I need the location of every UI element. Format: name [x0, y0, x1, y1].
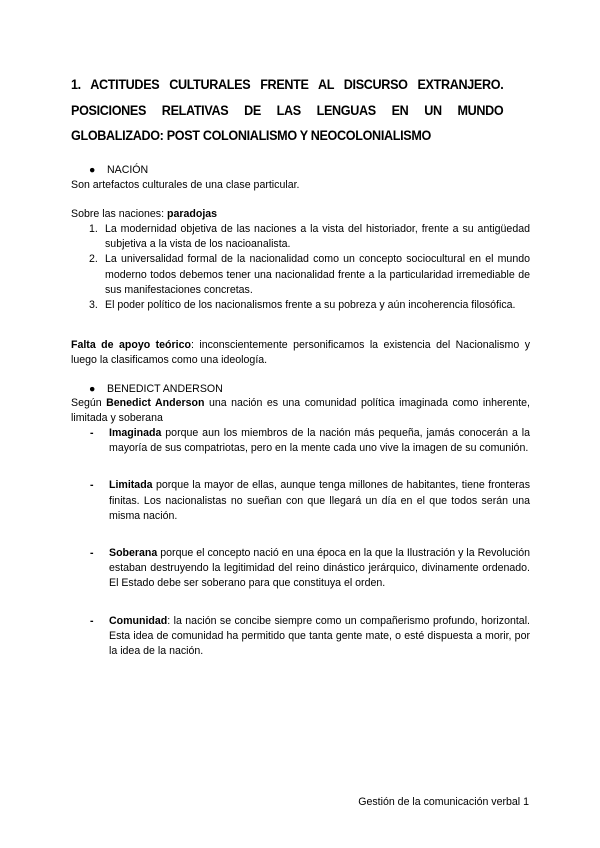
term-label: Imaginada	[109, 427, 162, 439]
anderson-intro	[71, 396, 530, 426]
section-heading-label: BENEDICT ANDERSON	[107, 383, 223, 395]
list-item	[71, 426, 530, 456]
section-heading-anderson	[89, 382, 223, 397]
paradox-intro-bold: paradojas	[167, 208, 218, 220]
term-description: porque la mayor de ellas, aunque tenga millones de habitantes, tiene fronteras finitas. Los nacionalistas no sueñan con que llegará un día en el que todos serán una misma nación.	[109, 479, 530, 522]
term-label: Limitada	[109, 479, 153, 492]
falta-apoyo-term: Falta de apoyo teórico	[71, 339, 191, 351]
paradox-intro-text: Sobre las naciones:	[71, 208, 167, 220]
paradox-intro	[71, 207, 530, 222]
list-item	[71, 614, 530, 660]
nacion-definition: Son artefactos culturales de una clase particular.	[71, 179, 300, 191]
term-description: porque aun los miembros de la nación más pequeña, jamás conocerán a la mayoría de sus compatriotas, pero en la mente cada uno vive la imagen de su comunión.	[109, 427, 530, 455]
falta-apoyo-paragraph	[71, 338, 530, 368]
falta-apoyo-text: : inconscientemente personificamos la existencia del Nacionalismo y luego la clasificamos como una ideología.	[71, 339, 530, 367]
anderson-list	[71, 426, 530, 681]
dash-marker: -	[90, 547, 94, 560]
list-number: 1.	[89, 223, 98, 235]
list-number: 3.	[89, 299, 98, 312]
list-item-text: La modernidad objetiva de las naciones a la vista del historiador, frente a su antigüedad subjetiva a la vista de los nacioanalista.	[105, 223, 530, 251]
list-item-text: La universalidad formal de la nacionalidad como un concepto sociocultural en el mundo moderno todos debemos tener una nacionalidad frente a la particularidad irremediable de sus manifestaciones concretas.	[105, 253, 530, 296]
dash-marker: -	[90, 479, 94, 492]
list-item	[71, 298, 530, 313]
section-heading-label: NACIÓN	[107, 164, 149, 176]
page-footer: Gestión de la comunicación verbal 1	[358, 796, 529, 808]
paradox-list	[71, 222, 530, 313]
bullet-icon: ●	[89, 383, 96, 395]
bullet-icon: ●	[89, 164, 96, 176]
list-number: 2.	[89, 253, 98, 266]
anderson-intro-post: una nación es una comunidad política imaginada como inherente, limitada y soberana	[71, 397, 531, 425]
term-description: : la nación se concibe siempre como un compañerismo profundo, horizontal. Esta idea de comunidad ha permitido que tanta gente mate, o esté dispuesta a morir, por la idea de la nación.	[109, 614, 530, 658]
term-description: porque el concepto nació en una época en la que la Ilustración y la Revolución estaban destruyendo la legitimidad del reino dinástico jerárquico, divinamente ordenado. El Estado debe ser soberano para que constituya el orden.	[109, 547, 530, 590]
list-item	[71, 478, 530, 524]
term-label: Comunidad	[109, 614, 168, 627]
anderson-intro-pre: Según	[71, 397, 107, 409]
page-title: 1. ACTITUDES CULTURALES FRENTE AL DISCURSO EXTRANJERO. POSICIONES RELATIVAS DE LAS LENGUAS EN UN MUNDO GLOBALIZADO: POST COLONIALISMO Y NEOCOLONIALISMO	[71, 77, 504, 144]
list-item-text: El poder político de los nacionalismos frente a su pobreza y aún incoherencia filosófica.	[105, 299, 516, 312]
section-heading-nacion	[89, 163, 148, 178]
list-item	[71, 252, 530, 298]
term-label: Soberana	[109, 547, 158, 560]
anderson-intro-bold: Benedict Anderson	[106, 397, 205, 409]
dash-marker: -	[90, 614, 94, 627]
list-item	[71, 546, 530, 592]
list-item	[71, 222, 530, 252]
dash-marker: -	[90, 427, 94, 439]
